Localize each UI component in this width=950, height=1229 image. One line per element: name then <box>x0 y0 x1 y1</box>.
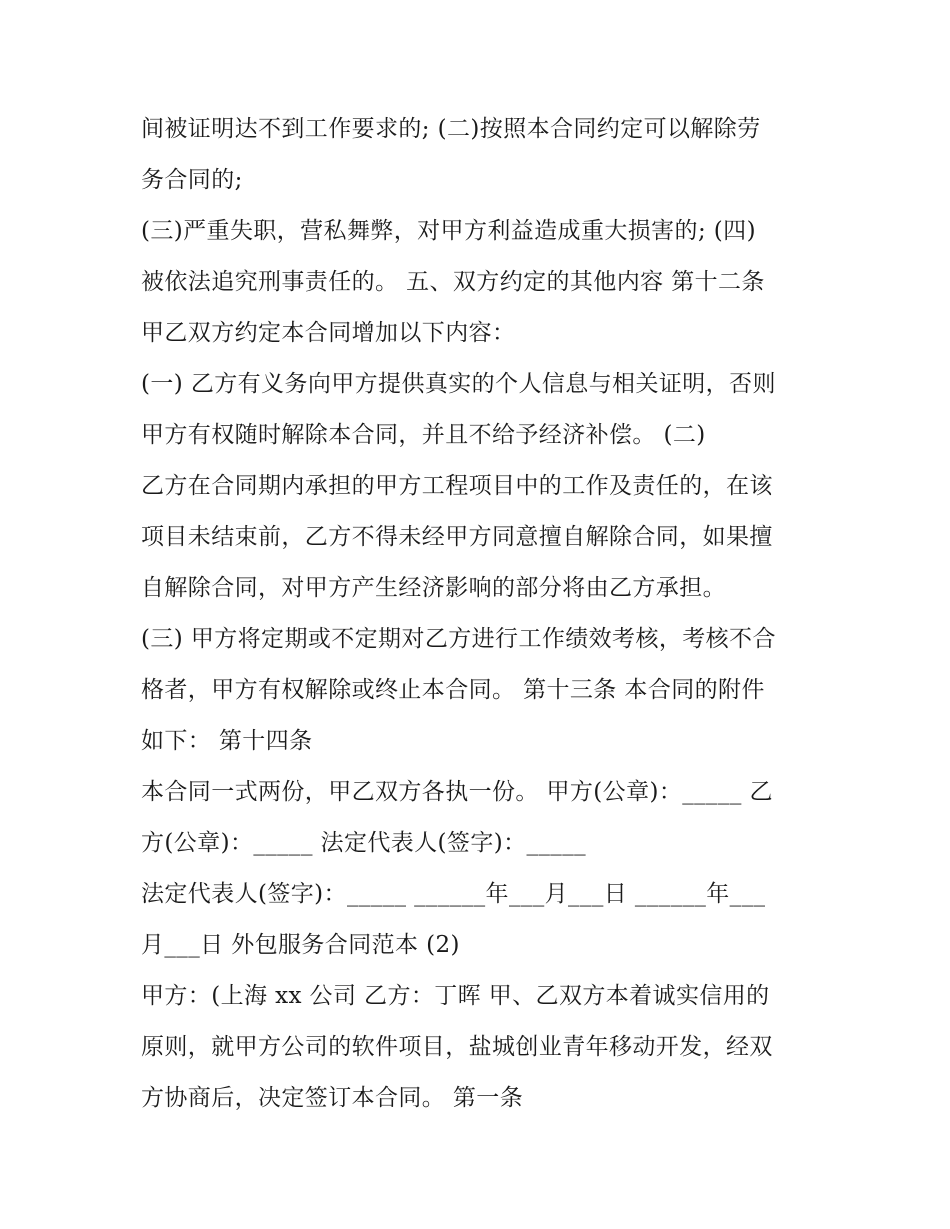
text-line: 务合同的; <box>141 167 243 193</box>
text-line: 方(公章)：_____ 法定代表人(签字)：_____ <box>141 830 587 856</box>
text-line: 被依法追究刑事责任的。 五、双方约定的其他内容 第十二条 <box>141 269 765 295</box>
text-line: 如下： 第十四条 <box>141 728 313 754</box>
text-line: (三) 甲方将定期或不定期对乙方进行工作绩效考核，考核不合 <box>141 626 776 652</box>
text-line: 法定代表人(签字)：_____ ______年___月___日 ______年___ <box>141 881 766 907</box>
text-line: 甲方：(上海 xx 公司 乙方：丁晖 甲、乙双方本着诚实信用的 <box>141 983 770 1009</box>
text-line: (一) 乙方有义务向甲方提供真实的个人信息与相关证明，否则 <box>141 371 776 397</box>
text-line: 间被证明达不到工作要求的; (二)按照本合同约定可以解除劳 <box>141 116 761 142</box>
text-line: 月___日 外包服务合同范本 (2) <box>141 932 460 958</box>
text-line: (三)严重失职，营私舞弊，对甲方利益造成重大损害的; (四) <box>141 218 756 244</box>
text-line: 甲方有权随时解除本合同，并且不给予经济补偿。 (二) <box>141 422 706 448</box>
text-line: 项目未结束前，乙方不得未经甲方同意擅自解除合同，如果擅 <box>141 524 773 550</box>
text-line: 方协商后，决定签订本合同。 第一条 <box>141 1085 524 1111</box>
text-line: 原则，就甲方公司的软件项目，盐城创业青年移动开发，经双 <box>141 1034 773 1060</box>
text-line: 自解除合同，对甲方产生经济影响的部分将由乙方承担。 <box>141 575 726 601</box>
text-line: 格者，甲方有权解除或终止本合同。 第十三条 本合同的附件 <box>141 677 765 703</box>
text-line: 乙方在合同期内承担的甲方工程项目中的工作及责任的，在该 <box>141 473 773 499</box>
text-line: 本合同一式两份，甲乙双方各执一份。 甲方(公章)：_____ 乙 <box>141 779 773 805</box>
text-line: 甲乙双方约定本合同增加以下内容： <box>141 320 516 346</box>
